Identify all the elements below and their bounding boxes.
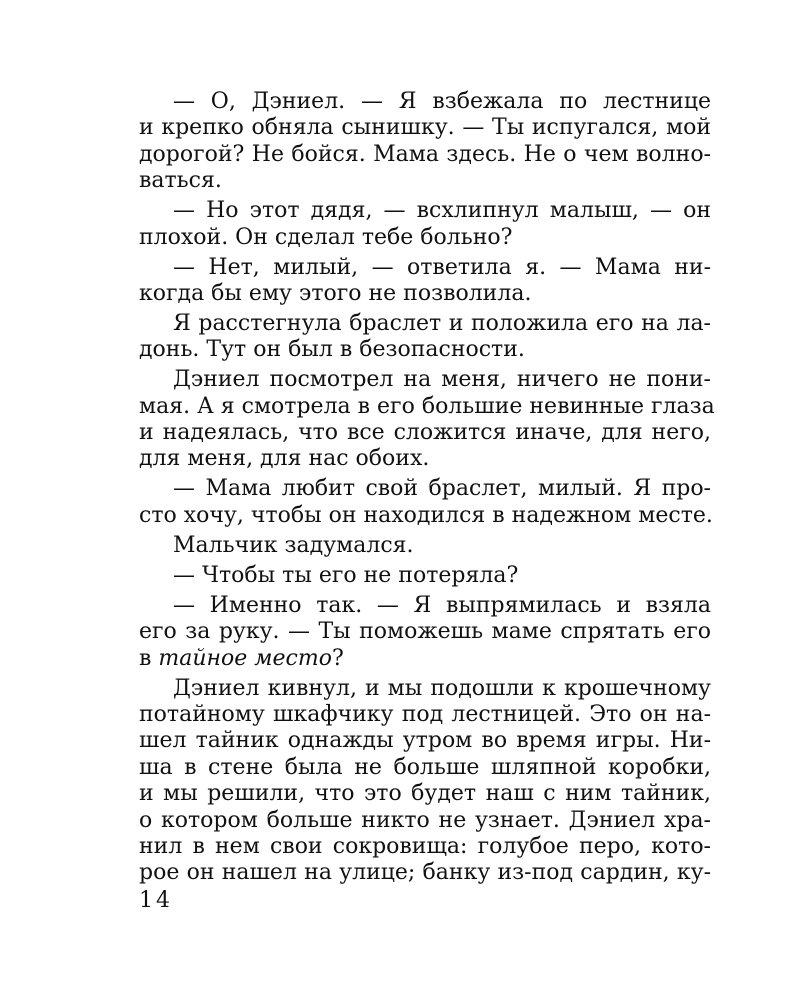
italic-phrase: тайное место [158, 645, 332, 671]
text-line: ша в стене была не больше шляпной коробки, [139, 754, 711, 780]
text-line: сто хочу, чтобы он находился в надежном месте. [139, 502, 713, 528]
text-line: для меня, для нас обоих. [139, 446, 430, 472]
text-line: донь. Тут он был в безопасности. [139, 337, 525, 363]
text-line: плохой. Он сделал тебе больно? [139, 224, 513, 250]
text-line: — Именно так. — Я выпрямилась и взяла [173, 592, 711, 618]
text-line: — Чтобы ты его не потеряла? [173, 562, 519, 588]
text-line: — О, Дэниел. — Я взбежала по лестнице [173, 89, 711, 114]
text-line: его за руку. — Ты поможешь маме спрятать его [139, 619, 711, 645]
text-line: Я расстегнула браслет и положила его на ла- [173, 310, 711, 336]
text-line: потайному шкафчику под лестницей. Это он на- [139, 701, 711, 727]
paragraph-6 [139, 476, 711, 529]
text-line: и мы решили, что это будет наш с ним тайник, [139, 781, 711, 807]
paragraph-10 [139, 676, 711, 887]
paragraph-5 [139, 367, 715, 473]
page-number: 14 [139, 888, 173, 913]
text-line: — Но этот дядя, — всхлипнул малыш, — он [173, 198, 711, 224]
text-fragment: в [139, 645, 159, 671]
text-line: и надеялась, что все сложится иначе, для него, [139, 420, 711, 446]
paragraph-3 [139, 255, 711, 308]
text-line: — Нет, милый, — ответила я. — Мама ни- [173, 254, 711, 280]
text-line: Дэниел кивнул, и мы подошли к крошечному [173, 675, 711, 701]
text-line [139, 646, 711, 672]
text-line: нил в нем свои сокровища: голубое перо, кото- [139, 833, 711, 859]
text-line: рое он нашел на улице; банку из-под сардин, ку- [139, 860, 711, 886]
paragraph-2 [139, 198, 711, 251]
paragraph-9 [139, 593, 711, 672]
paragraph-7 [139, 533, 711, 559]
body-text [139, 89, 715, 887]
paragraph-8 [139, 563, 711, 589]
text-line: шел тайник однажды утром во время игры. Ни- [139, 728, 711, 754]
paragraph-1 [139, 89, 711, 195]
text-line: Мальчик задумался. [173, 532, 414, 558]
text-line: дорогой? Не бойся. Мама здесь. Не о чем волно- [139, 141, 711, 167]
text-line: и крепко обняла сынишку. — Ты испугался, мой [139, 115, 711, 141]
text-line: — Мама любит свой браслет, милый. Я про- [173, 476, 711, 502]
text-line: ваться. [139, 168, 222, 194]
paragraph-4 [139, 311, 711, 364]
text-fragment: ? [331, 645, 344, 671]
text-line: о котором больше никто не узнает. Дэниел хра- [139, 807, 711, 833]
text-line: Дэниел посмотрел на меня, ничего не пони- [173, 367, 711, 393]
text-line: мая. А я смотрела в его большие невинные глаза [139, 393, 715, 419]
text-line: когда бы ему этого не позволила. [139, 280, 532, 306]
